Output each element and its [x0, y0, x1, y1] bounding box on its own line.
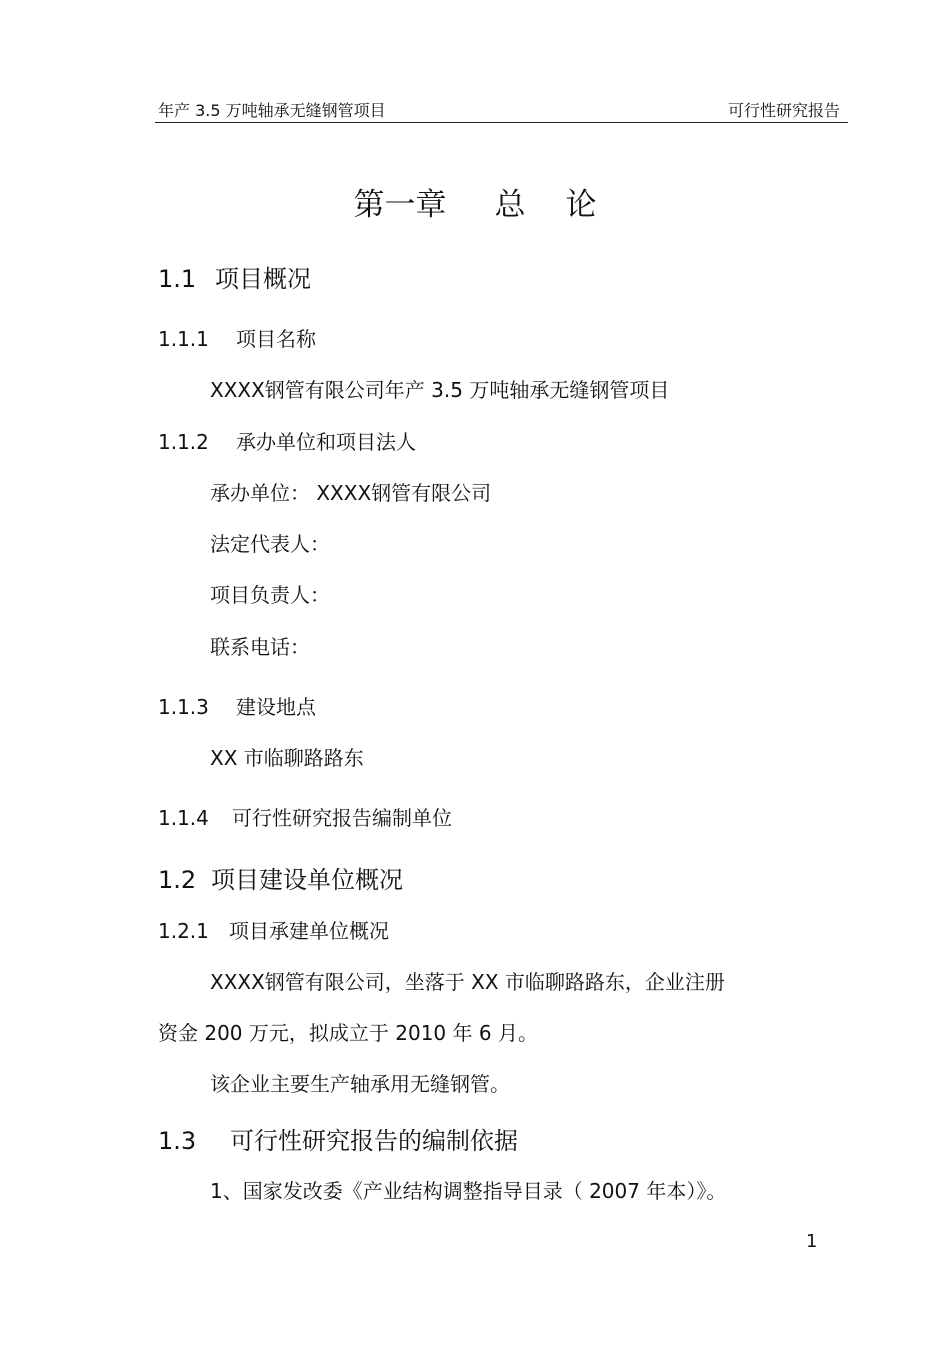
chapter-title	[0, 183, 950, 227]
section-number: 1.2	[158, 866, 197, 894]
section-number: 1.1.3	[158, 695, 209, 719]
section-heading-1-1-4	[158, 804, 452, 832]
section-heading-1-1	[158, 262, 311, 296]
company-description-line1: XXXX钢管有限公司，坐落于 XX 市临聊路路东，企业注册	[210, 970, 725, 994]
section-title: 项目建设单位概况	[211, 866, 403, 894]
running-header-doc-type: 可行性研究报告	[727, 101, 840, 120]
section-number: 1.2.1	[158, 919, 209, 943]
section-title: 建设地点	[236, 695, 316, 719]
section-title: 可行性研究报告的编制依据	[230, 1127, 518, 1155]
project-lead-text: 项目负责人：	[210, 583, 330, 607]
running-header-title: 年产 3.5 万吨轴承无缝钢管项目	[158, 101, 386, 120]
undertaker-text: 承办单位： XXXX钢管有限公司	[210, 481, 492, 505]
section-number: 1.1	[158, 265, 197, 293]
section-title: 承办单位和项目法人	[236, 430, 416, 454]
section-number: 1.3	[158, 1127, 197, 1155]
section-number: 1.1.4	[158, 806, 209, 830]
section-title: 可行性研究报告编制单位	[232, 806, 452, 830]
chapter-title-part2: 论	[565, 187, 597, 223]
section-heading-1-1-3	[158, 693, 316, 721]
chapter-number: 第一章	[353, 187, 447, 223]
section-heading-1-1-1	[158, 325, 316, 353]
section-title: 项目承建单位概况	[229, 919, 389, 943]
section-heading-1-2	[158, 863, 403, 897]
contact-phone-text: 联系电话：	[210, 635, 310, 659]
section-number: 1.1.2	[158, 430, 209, 454]
legal-rep-text: 法定代表人：	[210, 532, 330, 556]
section-title: 项目概况	[215, 265, 311, 293]
section-heading-1-3	[158, 1124, 518, 1158]
project-name-text: XXXX钢管有限公司年产 3.5 万吨轴承无缝钢管项目	[210, 378, 670, 402]
section-heading-1-2-1	[158, 917, 389, 945]
chapter-title-part1: 总	[494, 187, 526, 223]
section-heading-1-1-2	[158, 428, 416, 456]
basis-item-1: 1、国家发改委《产业结构调整指导目录（ 2007 年本）》。	[210, 1179, 727, 1203]
location-text: XX 市临聊路路东	[210, 746, 364, 770]
page-number: 1	[806, 1231, 818, 1252]
company-description-line2: 资金 200 万元，拟成立于 2010 年 6 月。	[158, 1021, 538, 1045]
header-rule	[155, 122, 848, 123]
section-number: 1.1.1	[158, 327, 209, 351]
company-product-text: 该企业主要生产轴承用无缝钢管。	[210, 1072, 510, 1096]
section-title: 项目名称	[236, 327, 316, 351]
